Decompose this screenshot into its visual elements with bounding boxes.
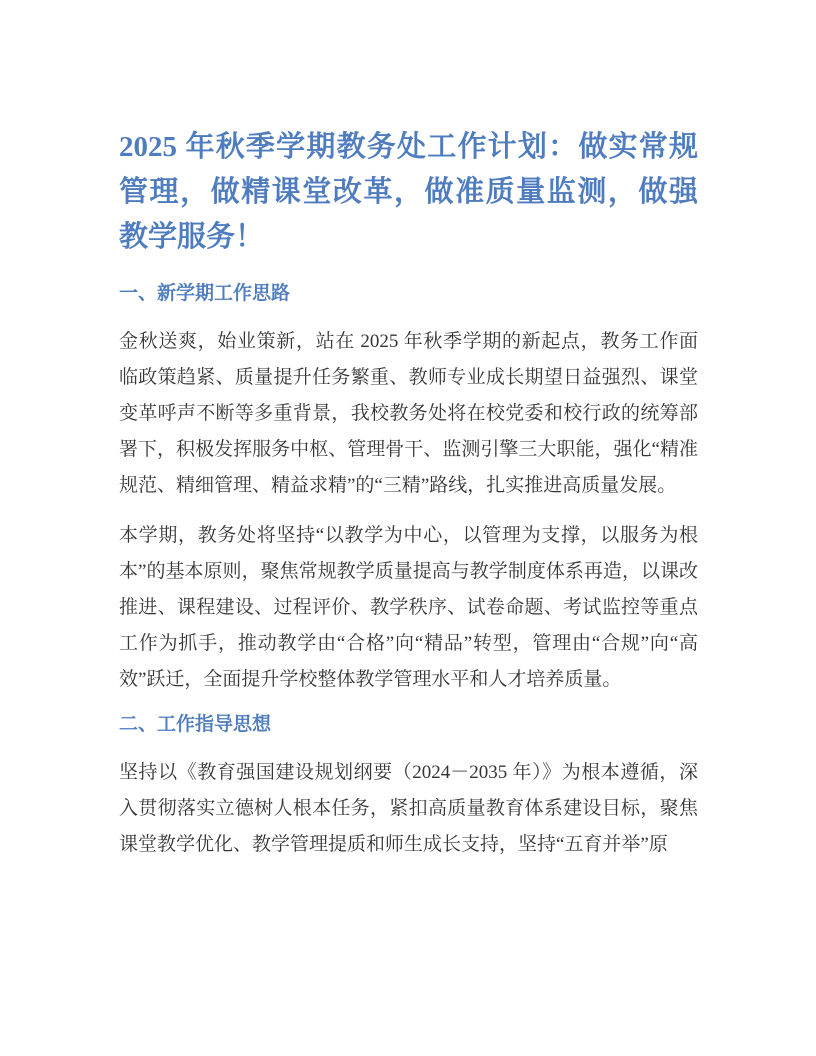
section-guiding-thought <box>119 712 698 863</box>
document-title: 2025 年秋季学期教务处工作计划：做实常规管理，做精课堂改革，做准质量监测，做强教学服务！ <box>119 131 698 253</box>
section-new-semester-work-ideas <box>119 281 698 698</box>
paragraph: 金秋送爽，始业策新，站在 2025 年秋季学期的新起点，教务工作面临政策趋紧、质量提升任务繁重、教师专业成长期望日益强烈、课堂变革呼声不断等多重背景，我校教务处将在校党委和校行政的统筹部署下，积极发挥服务中枢、管理骨干、监测引擎三大职能，强化“精准规范、精细管理、精益求精”的“三精”路线，扎实推进高质量发展。 <box>119 331 698 496</box>
section-heading-work-ideas: 一、新学期工作思路 <box>119 283 291 304</box>
paragraph: 坚持以《教育强国建设规划纲要（2024－2035 年）》为根本遵循，深入贯彻落实立德树人根本任务，紧扣高质量教育体系建设目标，聚焦课堂教学优化、教学管理提质和师生成长支持，坚持“五育并举”原 <box>119 762 698 855</box>
paragraph: 本学期，教务处将坚持“以教学为中心，以管理为支撑，以服务为根本”的基本原则，聚焦常规教学质量提高与教学制度体系再造，以课改推进、课程建设、过程评价、教学秩序、试卷命题、考试监控等重点工作为抓手，推动教学由“合格”向“精品”转型，管理由“合规”向“高效”跃迁，全面提升学校整体教学管理水平和人才培养质量。 <box>119 525 698 690</box>
section-heading-guiding-thought: 二、工作指导思想 <box>119 714 272 735</box>
